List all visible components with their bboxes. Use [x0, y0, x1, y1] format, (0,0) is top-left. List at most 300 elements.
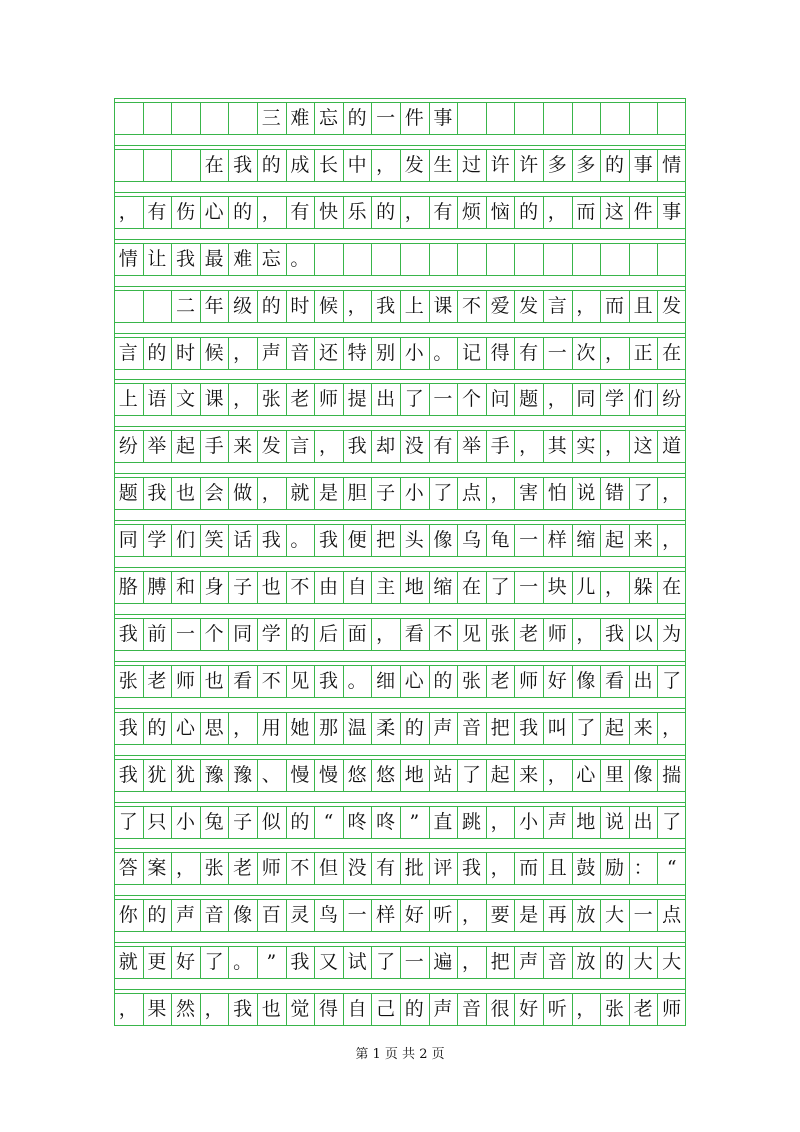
- text-char: 怕: [547, 482, 567, 505]
- text-char: 的: [147, 904, 167, 927]
- text-char: ，: [519, 435, 539, 458]
- text-char: 的: [290, 810, 310, 833]
- text-char: 的: [233, 200, 253, 223]
- text-char: 的: [604, 951, 624, 974]
- text-char: 起: [175, 435, 195, 458]
- text-char: 了: [376, 951, 396, 974]
- text-char: 批: [404, 857, 424, 880]
- text-char: 让: [147, 247, 167, 270]
- text-char: 百: [261, 904, 281, 927]
- text-char: 候: [318, 294, 338, 317]
- text-char: 最: [204, 247, 224, 270]
- text-char: 张: [604, 998, 624, 1021]
- text-char: 一: [633, 904, 653, 927]
- text-char: 快: [318, 200, 338, 223]
- text-char: 且: [547, 857, 567, 880]
- grid-line: [114, 379, 686, 380]
- text-char: ，: [118, 998, 138, 1021]
- grid-line: [114, 884, 686, 885]
- text-char: 心: [576, 763, 596, 786]
- text-char: 学: [147, 529, 167, 552]
- text-char: 好: [519, 998, 539, 1021]
- text-char: 大: [604, 904, 624, 927]
- text-char: 级: [233, 294, 253, 317]
- text-char: 纷: [118, 435, 138, 458]
- text-char: 头: [404, 529, 424, 552]
- text-char: 好: [175, 951, 195, 974]
- text-char: 提: [347, 388, 367, 411]
- grid-line: [114, 755, 686, 756]
- text-char: “: [323, 810, 334, 833]
- text-char: 犹: [175, 763, 195, 786]
- text-char: 我: [118, 622, 138, 645]
- text-char: 张: [204, 857, 224, 880]
- text-char: 们: [175, 529, 195, 552]
- text-char: 课: [204, 388, 224, 411]
- text-char: 而: [519, 857, 539, 880]
- text-char: 错: [604, 482, 624, 505]
- text-char: 道: [662, 435, 682, 458]
- text-char: 把: [490, 716, 510, 739]
- text-char: 得: [490, 341, 510, 364]
- text-char: 音: [547, 951, 567, 974]
- text-char: 块: [547, 576, 567, 598]
- text-char: 地: [404, 763, 424, 786]
- text-char: 。: [347, 669, 367, 692]
- text-char: 然: [175, 998, 195, 1021]
- text-char: 是: [519, 904, 539, 927]
- text-char: 在: [662, 341, 682, 364]
- text-char: 我: [604, 622, 624, 645]
- text-char: 事: [662, 200, 682, 223]
- text-char: 。: [433, 341, 453, 364]
- grid-line: [114, 98, 686, 99]
- grid-line: [114, 134, 686, 135]
- text-char: 题: [519, 388, 539, 411]
- text-char: 师: [547, 622, 567, 645]
- text-char: 了: [433, 482, 453, 505]
- grid-line: [114, 462, 686, 463]
- text-char: 了: [461, 763, 481, 786]
- text-char: 试: [347, 951, 367, 974]
- text-char: 多: [547, 153, 567, 176]
- text-char: 像: [576, 669, 596, 692]
- text-char: 的: [433, 669, 453, 692]
- text-char: ，: [576, 998, 596, 1021]
- text-char: 站: [433, 763, 453, 786]
- text-char: ，: [662, 716, 682, 739]
- grid-line: [114, 989, 686, 990]
- text-char: 我: [175, 247, 195, 270]
- grid-line: [114, 369, 686, 370]
- text-char: 悠: [376, 763, 396, 786]
- grid-line: [114, 848, 686, 849]
- text-char: 灵: [290, 904, 310, 927]
- text-char: 的: [404, 716, 424, 739]
- grid-line: [114, 275, 686, 276]
- text-char: 要: [490, 904, 510, 927]
- text-char: 我: [147, 482, 167, 505]
- title-char: [143, 103, 172, 134]
- text-char: 多: [576, 153, 596, 176]
- text-char: 烦: [461, 200, 481, 223]
- text-char: 师: [662, 998, 682, 1021]
- text-char: 己: [376, 998, 396, 1021]
- text-char: ，: [490, 857, 510, 880]
- grid-line: [514, 102, 515, 134]
- text-char: 有: [519, 341, 539, 364]
- text-char: 发: [404, 153, 424, 176]
- grid-line: [114, 931, 686, 932]
- text-char: 大: [633, 951, 653, 974]
- text-char: 胳: [118, 576, 138, 598]
- grid-line: [114, 426, 686, 427]
- text-char: 直: [433, 810, 453, 833]
- text-char: 了: [118, 810, 138, 833]
- text-char: 见: [290, 669, 310, 692]
- text-char: 有: [290, 200, 310, 223]
- text-char: 一: [519, 576, 539, 598]
- text-char: 言: [118, 341, 138, 364]
- text-char: 我: [519, 716, 539, 739]
- grid-line: [114, 556, 686, 557]
- text-char: 起: [490, 763, 510, 786]
- text-char: ，: [261, 200, 281, 223]
- text-char: 细: [376, 669, 396, 692]
- text-char: 似: [261, 810, 281, 833]
- text-char: 就: [118, 951, 138, 974]
- text-char: 情: [118, 247, 138, 270]
- grid-line: [114, 978, 686, 979]
- grid-line: [114, 1025, 686, 1026]
- text-char: 害: [519, 482, 539, 505]
- text-char: 了: [662, 810, 682, 833]
- text-char: 是: [318, 482, 338, 505]
- text-char: 了: [204, 951, 224, 974]
- text-char: ，: [175, 857, 195, 880]
- text-char: ，: [576, 622, 596, 645]
- text-char: 有: [376, 857, 396, 880]
- text-char: 用: [261, 716, 281, 739]
- text-char: 放: [576, 904, 596, 927]
- text-char: 觉: [290, 998, 310, 1021]
- grid-line: [114, 228, 686, 229]
- text-char: 记: [461, 341, 481, 364]
- grid-line: [114, 708, 686, 709]
- text-char: 看: [404, 622, 424, 645]
- text-char: 师: [318, 388, 338, 411]
- text-char: 来: [633, 716, 653, 739]
- text-char: 励: [604, 857, 624, 880]
- grid-line: [685, 98, 686, 1025]
- grid-line: [114, 98, 115, 1025]
- text-char: 遍: [433, 951, 453, 974]
- text-char: ，: [233, 341, 253, 364]
- text-char: 。: [290, 247, 310, 270]
- text-char: 咚: [347, 810, 367, 833]
- text-char: ，: [490, 810, 510, 833]
- manuscript-grid: [114, 0, 686, 1132]
- text-char: 也: [261, 998, 281, 1021]
- text-char: 声: [519, 951, 539, 974]
- text-char: 同: [233, 622, 253, 645]
- text-char: [143, 291, 172, 322]
- text-char: 特: [347, 341, 367, 364]
- text-char: 许: [519, 153, 539, 176]
- text-char: 果: [147, 998, 167, 1021]
- text-char: 样: [376, 904, 396, 927]
- text-char: 的: [261, 153, 281, 176]
- text-char: 举: [147, 435, 167, 458]
- text-char: 音: [461, 998, 481, 1021]
- text-char: 龟: [490, 529, 510, 552]
- text-char: ，: [604, 576, 624, 598]
- grid-line: [629, 102, 630, 134]
- grid-line: [429, 243, 430, 275]
- text-char: 过: [461, 153, 481, 176]
- text-char: 有: [147, 200, 167, 223]
- text-char: ，: [118, 200, 138, 223]
- text-char: 小: [175, 810, 195, 833]
- text-char: 大: [662, 951, 682, 974]
- text-char: 言: [290, 435, 310, 458]
- text-char: 乌: [461, 529, 481, 552]
- text-char: 声: [175, 904, 195, 927]
- text-char: 子: [233, 576, 253, 598]
- text-char: 我: [461, 857, 481, 880]
- text-char: 也: [175, 482, 195, 505]
- text-char: 好: [547, 669, 567, 692]
- text-char: 也: [261, 576, 281, 598]
- text-char: 自: [347, 998, 367, 1021]
- text-char: 这: [604, 200, 624, 223]
- grid-line: [114, 744, 686, 745]
- grid-line: [657, 102, 658, 134]
- text-char: 见: [461, 622, 481, 645]
- text-char: 做: [233, 482, 253, 505]
- text-char: 又: [318, 951, 338, 974]
- text-char: 们: [633, 388, 653, 411]
- text-char: 声: [433, 998, 453, 1021]
- text-char: 心: [175, 716, 195, 739]
- grid-line: [114, 802, 686, 803]
- text-char: 声: [433, 716, 453, 739]
- text-char: 由: [318, 576, 338, 598]
- text-char: 后: [318, 622, 338, 645]
- text-char: 点: [662, 904, 682, 927]
- text-char: [171, 150, 200, 181]
- text-char: 说: [604, 810, 624, 833]
- grid-line: [114, 661, 686, 662]
- text-char: ，: [490, 482, 510, 505]
- text-char: 更: [147, 951, 167, 974]
- text-char: 缩: [433, 576, 453, 598]
- text-char: 别: [376, 341, 396, 364]
- text-char: 伤: [175, 200, 195, 223]
- text-char: 的: [147, 341, 167, 364]
- text-char: 我: [376, 294, 396, 317]
- text-char: ，: [604, 435, 624, 458]
- text-char: 时: [175, 341, 195, 364]
- page-footer: 第 1 页 共 2 页: [355, 1047, 445, 1062]
- grid-line: [114, 697, 686, 698]
- text-char: 豫: [204, 763, 224, 786]
- grid-line: [486, 102, 487, 134]
- text-char: 乐: [347, 200, 367, 223]
- text-char: 很: [490, 998, 510, 1021]
- text-char: 了: [633, 482, 653, 505]
- grid-line: [600, 243, 601, 275]
- text-char: 张: [118, 669, 138, 692]
- text-char: 小: [519, 810, 539, 833]
- title-char: 事: [433, 107, 453, 129]
- text-char: 的: [147, 716, 167, 739]
- text-char: 像: [433, 529, 453, 552]
- text-char: 我: [233, 153, 253, 176]
- text-char: ，: [204, 998, 224, 1021]
- text-char: 儿: [576, 576, 596, 598]
- text-char: ，: [404, 200, 424, 223]
- text-char: ，: [662, 482, 682, 505]
- text-char: 就: [290, 482, 310, 505]
- text-char: 个: [204, 622, 224, 645]
- text-char: 悠: [347, 763, 367, 786]
- text-char: 好: [404, 904, 424, 927]
- text-char: 了: [662, 669, 682, 692]
- text-char: 声: [261, 341, 281, 364]
- title-char: [200, 103, 229, 134]
- text-char: 便: [347, 529, 367, 552]
- text-char: ”: [266, 951, 277, 974]
- grid-line: [114, 145, 686, 146]
- text-char: 自: [347, 576, 367, 598]
- title-char: [228, 103, 257, 134]
- text-char: 也: [204, 669, 224, 692]
- text-char: 出: [633, 810, 653, 833]
- text-char: 有: [433, 200, 453, 223]
- text-char: 在: [662, 576, 682, 598]
- text-char: 我: [118, 716, 138, 739]
- text-char: ，: [233, 388, 253, 411]
- text-char: 师: [261, 857, 281, 880]
- grid-line: [572, 102, 573, 134]
- grid-line: [114, 473, 686, 474]
- text-char: ，: [576, 294, 596, 317]
- text-char: 次: [576, 341, 596, 364]
- text-char: 前: [147, 622, 167, 645]
- text-char: 出: [376, 388, 396, 411]
- text-char: 张: [490, 622, 510, 645]
- text-char: 案: [147, 857, 167, 880]
- title-char: [171, 103, 200, 134]
- text-char: 鸟: [318, 904, 338, 927]
- text-char: ，: [461, 904, 481, 927]
- text-char: 里: [604, 763, 624, 786]
- title-char: [114, 103, 143, 134]
- text-char: 笑: [204, 529, 224, 552]
- text-char: 在: [204, 153, 224, 176]
- text-char: 同: [576, 388, 596, 411]
- title-char: 件: [404, 107, 424, 129]
- text-char: 来: [633, 529, 653, 552]
- text-char: 许: [490, 153, 510, 176]
- text-char: 一: [547, 341, 567, 364]
- text-char: 年: [204, 294, 224, 317]
- grid-line: [543, 243, 544, 275]
- text-char: 老: [490, 669, 510, 692]
- text-char: 鼓: [576, 857, 596, 880]
- text-char: 咚: [376, 810, 396, 833]
- text-char: 老: [233, 857, 253, 880]
- text-char: 子: [233, 810, 253, 833]
- text-char: 文: [175, 388, 195, 411]
- text-char: 手: [204, 435, 224, 458]
- title-char: 三: [261, 107, 281, 129]
- text-char: 事: [633, 153, 653, 176]
- text-char: 发: [519, 294, 539, 317]
- text-char: “: [666, 857, 677, 880]
- text-char: 她: [290, 716, 310, 739]
- text-char: 你: [118, 904, 138, 927]
- text-char: 成: [290, 153, 310, 176]
- text-char: 老: [633, 998, 653, 1021]
- text-char: ，: [376, 153, 396, 176]
- grid-line: [114, 181, 686, 182]
- grid-line: [486, 243, 487, 275]
- text-char: 了: [404, 388, 424, 411]
- text-char: 地: [576, 810, 596, 833]
- text-char: 身: [204, 576, 224, 598]
- text-char: ，: [347, 294, 367, 317]
- text-char: 不: [261, 669, 281, 692]
- text-char: 师: [519, 669, 539, 692]
- text-char: 跳: [461, 810, 481, 833]
- text-char: 来: [519, 763, 539, 786]
- text-char: 而: [604, 294, 624, 317]
- text-char: 候: [204, 341, 224, 364]
- text-char: 忘: [261, 247, 281, 270]
- grid-line: [314, 243, 315, 275]
- grid-line: [371, 243, 372, 275]
- text-char: 像: [633, 763, 653, 786]
- text-char: 一: [519, 529, 539, 552]
- text-char: 把: [490, 951, 510, 974]
- text-char: [143, 150, 172, 181]
- text-char: 没: [347, 857, 367, 880]
- text-char: ，: [604, 341, 624, 364]
- text-char: 了: [490, 576, 510, 598]
- text-char: 小: [404, 482, 424, 505]
- grid-line: [343, 243, 344, 275]
- text-char: 不: [433, 622, 453, 645]
- text-char: 恼: [490, 200, 510, 223]
- text-char: 张: [461, 669, 481, 692]
- text-char: 以: [633, 622, 653, 645]
- text-char: 、: [261, 763, 281, 786]
- text-char: 语: [147, 388, 167, 411]
- text-char: 不: [290, 857, 310, 880]
- text-char: 把: [376, 529, 396, 552]
- text-char: 实: [576, 435, 596, 458]
- text-char: 时: [290, 294, 310, 317]
- text-char: 膊: [147, 576, 167, 598]
- grid-line: [114, 567, 686, 568]
- text-char: 心: [404, 669, 424, 692]
- text-char: ，: [547, 763, 567, 786]
- text-char: 正: [633, 341, 653, 364]
- text-char: 听: [433, 904, 453, 927]
- grid-line: [114, 895, 686, 896]
